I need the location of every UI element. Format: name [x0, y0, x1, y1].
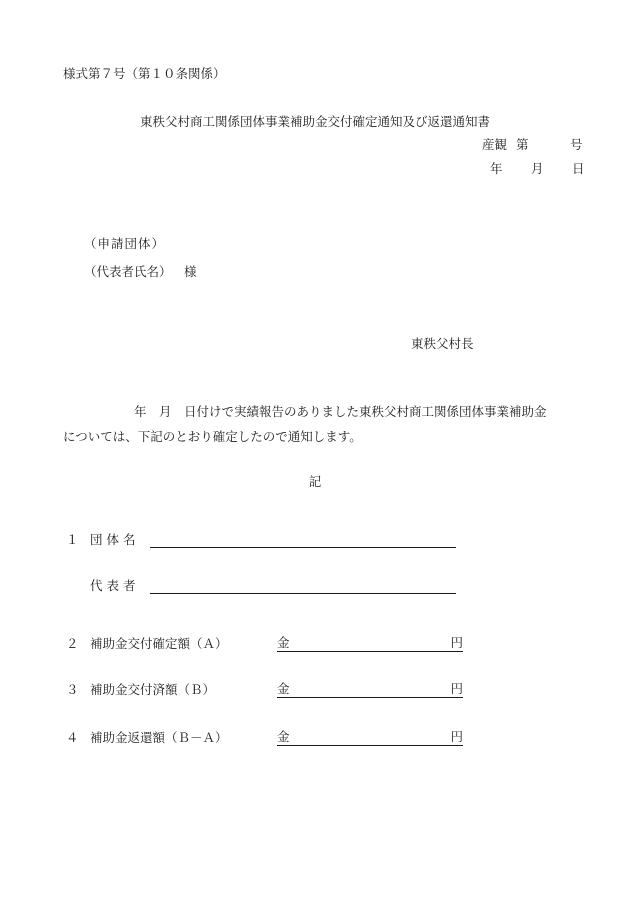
reference-prefix: 産観	[482, 137, 508, 152]
item-3-number: ３	[66, 682, 79, 697]
group-name-field[interactable]	[150, 533, 456, 548]
date-day: 日	[572, 161, 585, 176]
item-1-number: １	[66, 532, 79, 547]
ki-heading: 記	[308, 474, 322, 489]
item-4-prefix: 金	[277, 729, 290, 744]
form-number: 様式第７号（第１０条関係）	[63, 66, 226, 81]
item-3-suffix: 円	[450, 681, 463, 696]
refund-amount-field[interactable]	[277, 731, 463, 746]
item-3-label: 補助金交付済額（Ｂ）	[90, 682, 216, 697]
item-3-prefix: 金	[277, 681, 290, 696]
item-1-label: 団 体 名	[90, 532, 136, 547]
item-2-prefix: 金	[277, 635, 290, 650]
item-1-rep-label: 代 表 者	[90, 578, 136, 593]
representative-name-label: （代表者氏名）	[84, 264, 172, 279]
applicant-label: （申請団体）	[84, 236, 166, 251]
date-year: 年	[490, 161, 503, 176]
paid-amount-field[interactable]	[277, 683, 463, 698]
item-4-number: ４	[66, 730, 79, 745]
item-2-number: ２	[66, 636, 79, 651]
honorific: 様	[184, 264, 197, 279]
date-month: 月	[531, 161, 544, 176]
body-line-2: については、下記のとおり確定したので通知します。	[63, 429, 362, 444]
representative-field[interactable]	[150, 579, 456, 594]
item-2-label: 補助金交付確定額（Ａ）	[90, 636, 228, 651]
confirmed-amount-field[interactable]	[277, 637, 463, 652]
body-line-1: 年 月 日付けで実績報告のありました東秩父村商工関係団体事業補助金	[134, 404, 547, 419]
reference-suffix: 号	[570, 137, 583, 152]
sender-mayor: 東秩父村長	[411, 336, 474, 351]
item-4-label: 補助金返還額（Ｂ－Ａ）	[90, 730, 228, 745]
item-2-suffix: 円	[450, 635, 463, 650]
item-4-suffix: 円	[450, 729, 463, 744]
reference-sep: 第	[516, 137, 529, 152]
document-title: 東秩父村商工関係団体事業補助金交付確定通知及び返還通知書	[139, 114, 490, 129]
